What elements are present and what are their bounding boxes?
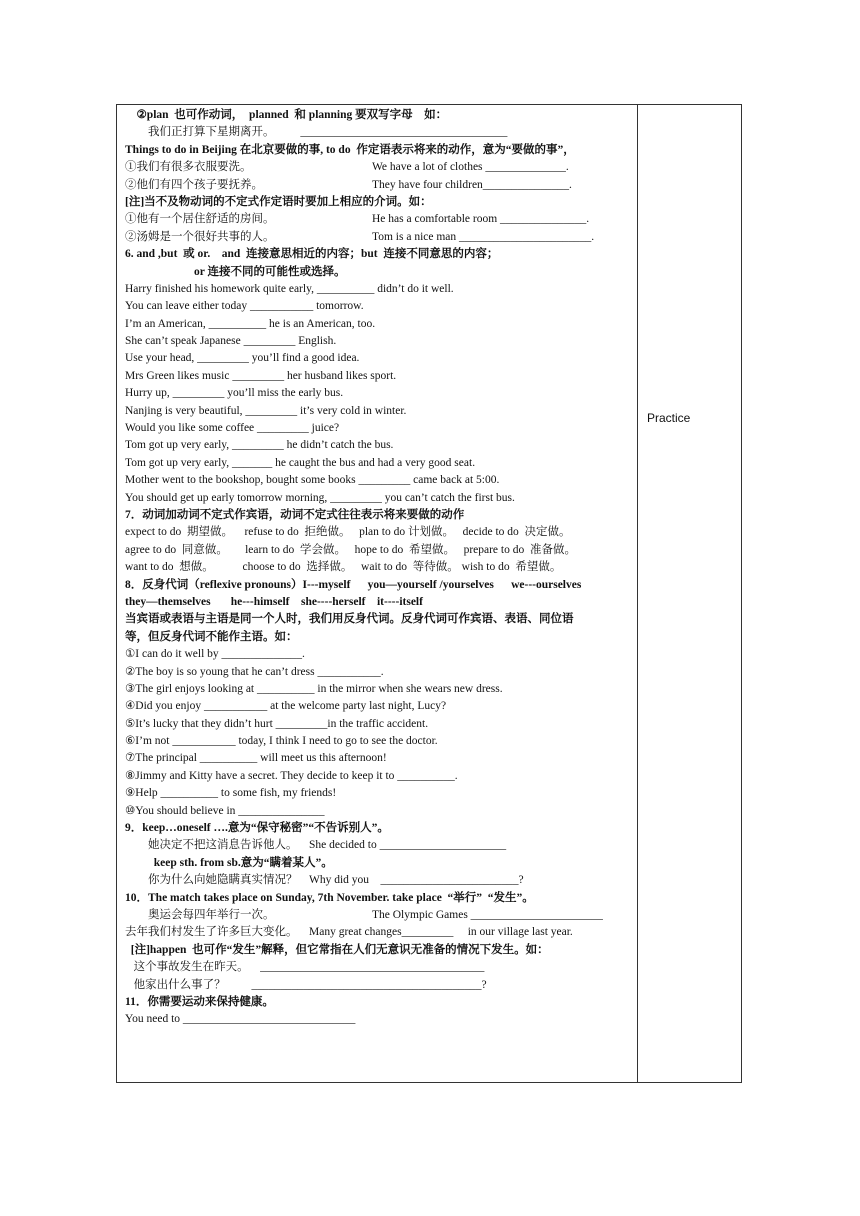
line-english-answer: Tom is a nice man _______________________.: [372, 230, 595, 243]
worksheet-line: [125, 907, 635, 924]
worksheet-line: [125, 333, 635, 350]
worksheet-line: [125, 194, 635, 211]
line-text: 她决定不把这消息告诉他人。 She decided to ______________________: [125, 839, 507, 852]
line-text: I’m an American, __________ he is an American, too.: [125, 317, 376, 330]
line-text: [注]当不及物动词的不定式作定语时要加上相应的介词。如：: [125, 195, 432, 208]
line-text: 你为什么向她隐瞒真实情况？ Why did you ________________________?: [125, 874, 524, 887]
worksheet-line: [125, 577, 635, 594]
worksheet-line: [125, 681, 635, 698]
line-text: ⑨Help __________ to some fish, my friends!: [125, 787, 337, 800]
line-text: 8．反身代词（reflexive pronouns）I---myself you—yourself /yourselves we---ourselves: [125, 578, 582, 591]
worksheet-line: [125, 124, 635, 141]
worksheet-line: [125, 594, 635, 611]
worksheet-line: [125, 872, 635, 889]
line-text: Tom got up very early, _______ he caught the bus and had a very good seat.: [125, 456, 476, 469]
worksheet-line: [125, 698, 635, 715]
line-text: 6. and ,but 或 or. and 连接意思相近的内容；but 连接不同意思的内容；: [125, 248, 499, 261]
line-text: 这个事故发生在昨天。 _______________________________________: [125, 961, 485, 974]
line-text: You need to ______________________________: [125, 1013, 356, 1026]
worksheet-line: [125, 229, 635, 246]
line-text: Harry finished his homework quite early, __________ didn’t do it well.: [125, 282, 454, 295]
worksheet-line: [125, 490, 635, 507]
worksheet-line: [125, 159, 635, 176]
worksheet-line: [125, 785, 635, 802]
line-text: ②汤姆是一个很好共事的人。: [125, 230, 275, 243]
worksheet-content: [125, 107, 635, 1029]
worksheet-line: [125, 959, 635, 976]
worksheet-line: [125, 768, 635, 785]
worksheet-line: [125, 107, 635, 124]
lesson-table: [116, 104, 742, 1083]
worksheet-line: [125, 559, 635, 576]
line-english-answer: The Olympic Games _______________________: [372, 908, 603, 921]
line-text: agree to do 同意做。 learn to do 学会做。 hope to do 希望做。 prepare to do 准备做。: [125, 543, 576, 556]
worksheet-line: [125, 629, 635, 646]
worksheet-line: [125, 855, 635, 872]
worksheet-line: [125, 733, 635, 750]
line-text: 10．The match takes place on Sunday, 7th November. take place “举行” “发生”。: [125, 891, 534, 904]
worksheet-line: [125, 246, 635, 263]
line-text: She can’t speak Japanese _________ English.: [125, 335, 337, 348]
worksheet-line: [125, 611, 635, 628]
line-english-answer: They have four children_______________.: [372, 178, 572, 191]
line-text: Use your head, _________ you’ll find a good idea.: [125, 352, 360, 365]
line-text: Hurry up, _________ you’ll miss the early bus.: [125, 387, 344, 400]
worksheet-line: [125, 385, 635, 402]
line-text: ③The girl enjoys looking at __________ in the mirror when she wears new dress.: [125, 682, 503, 695]
line-text: You can leave either today ___________ tomorrow.: [125, 300, 364, 313]
worksheet-line: [125, 368, 635, 385]
worksheet-line: [125, 1011, 635, 1028]
worksheet-line: [125, 472, 635, 489]
line-text: ②他们有四个孩子要抚养。: [125, 178, 263, 191]
worksheet-line: [125, 298, 635, 315]
line-text: want to do 想做。 choose to do 选择做。 wait to do 等待做。 wish to do 希望做。: [125, 561, 562, 574]
line-text: ②The boy is so young that he can’t dress ___________.: [125, 665, 384, 678]
line-text: 11．你需要运动来保持健康。: [125, 995, 274, 1008]
line-text: they—themselves he---himself she----herself it----itself: [125, 595, 423, 608]
worksheet-line: [125, 420, 635, 437]
line-text: 9．keep…oneself ….意为“保守秘密”“不告诉别人”。: [125, 822, 389, 835]
line-text: or 连接不同的可能性或选择。: [125, 265, 346, 278]
worksheet-line: [125, 264, 635, 281]
worksheet-line: [125, 716, 635, 733]
line-text: ①I can do it well by ______________.: [125, 648, 305, 661]
worksheet-line: [125, 211, 635, 228]
worksheet-line: [125, 316, 635, 333]
line-text: Mrs Green likes music _________ her husband likes sport.: [125, 369, 397, 382]
line-text: 我们正打算下星期离开。 ____________________________________: [125, 126, 508, 139]
worksheet-line: [125, 281, 635, 298]
line-text: Mother went to the bookshop, bought some books _________ came back at 5:00.: [125, 474, 500, 487]
worksheet-line: [125, 507, 635, 524]
line-text: keep sth. from sb.意为“瞒着某人”。: [125, 856, 333, 869]
worksheet-line: [125, 403, 635, 420]
line-text: 奥运会每四年举行一次。: [125, 908, 275, 921]
worksheet-line: [125, 803, 635, 820]
line-text: 等，但反身代词不能作主语。如：: [125, 630, 298, 643]
line-text: Would you like some coffee _________ juice?: [125, 422, 340, 435]
worksheet-line: [125, 437, 635, 454]
line-text: ⑧Jimmy and Kitty have a secret. They decide to keep it to __________.: [125, 769, 458, 782]
column-divider: [637, 105, 638, 1082]
line-text: ⑦The principal __________ will meet us this afternoon!: [125, 752, 387, 765]
worksheet-line: [125, 664, 635, 681]
line-text: 7．动词加动词不定式作宾语，动词不定式往往表示将来要做的动作: [125, 508, 465, 521]
line-text: You should get up early tomorrow morning, _________ you can’t catch the first bus.: [125, 491, 515, 504]
line-english-answer: We have a lot of clothes ______________.: [372, 161, 569, 174]
line-text: ④Did you enjoy ___________ at the welcome party last night, Lucy?: [125, 700, 447, 713]
line-text: ①我们有很多衣服要洗。: [125, 161, 252, 174]
line-english-answer: He has a comfortable room _______________.: [372, 213, 590, 226]
worksheet-line: [125, 177, 635, 194]
line-text: Tom got up very early, _________ he didn’t catch the bus.: [125, 439, 394, 452]
line-text: ②plan 也可作动词， planned 和 planning 要双写字母 如：: [125, 109, 448, 121]
line-text: 去年我们村发生了许多巨大变化。 Many great changes_________ in our village last year.: [125, 926, 573, 939]
worksheet-line: [125, 542, 635, 559]
line-text: Nanjing is very beautiful, _________ it’s very cold in winter.: [125, 404, 407, 417]
worksheet-line: [125, 350, 635, 367]
worksheet-line: [125, 942, 635, 959]
worksheet-line: [125, 524, 635, 541]
worksheet-line: [125, 142, 635, 159]
line-text: ⑩You should believe in _______________: [125, 804, 325, 817]
worksheet-line: [125, 646, 635, 663]
line-text: 他家出什么事了？ ________________________________________?: [125, 978, 487, 991]
worksheet-line: [125, 924, 635, 941]
worksheet-line: [125, 455, 635, 472]
worksheet-line: [125, 890, 635, 907]
worksheet-line: [125, 750, 635, 767]
worksheet-line: [125, 820, 635, 837]
line-text: ⑥I’m not ___________ today, I think I need to go to see the doctor.: [125, 735, 438, 748]
worksheet-line: [125, 837, 635, 854]
line-text: 当宾语或表语与主语是同一个人时，我们用反身代词。反身代词可作宾语、表语、同位语: [125, 613, 574, 626]
worksheet-line: [125, 994, 635, 1011]
side-column-label: Practice: [647, 411, 691, 425]
line-text: Things to do in Beijing 在北京要做的事, to do 作定语表示将来的动作，意为“要做的事”，: [125, 143, 575, 156]
line-text: ①他有一个居住舒适的房间。: [125, 213, 275, 226]
line-text: [注]happen 也可作“发生”解释，但它常指在人们无意识无准备的情况下发生。如：: [125, 943, 549, 956]
line-text: ⑤It’s lucky that they didn’t hurt _________in the traffic accident.: [125, 717, 429, 730]
line-text: expect to do 期望做。 refuse to do 拒绝做。 plan to do 计划做。 decide to do 决定做。: [125, 526, 571, 539]
worksheet-line: [125, 977, 635, 994]
